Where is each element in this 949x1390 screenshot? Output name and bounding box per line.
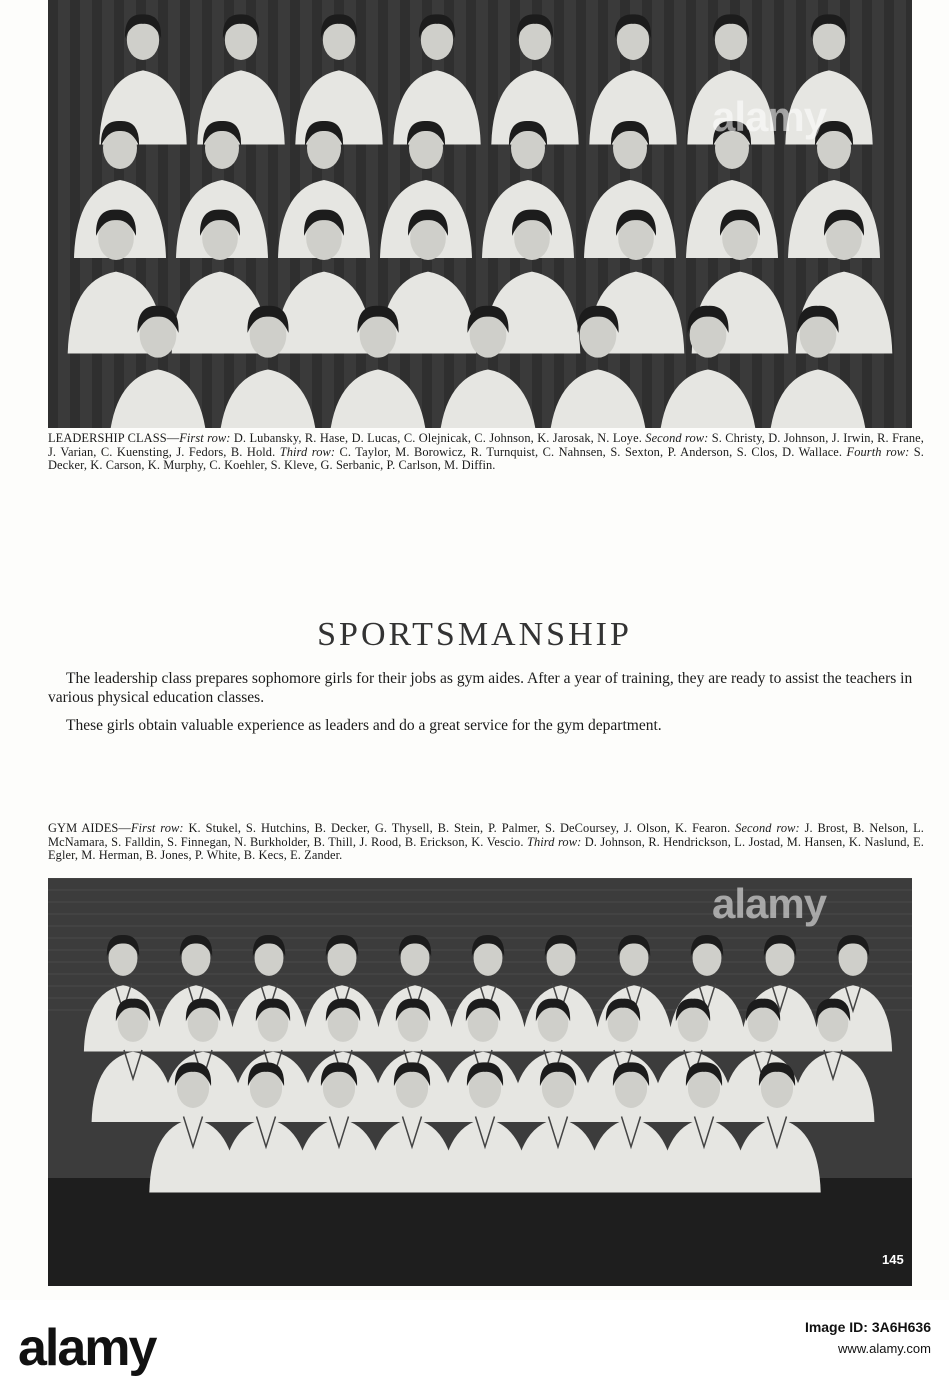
leadership-class-photo — [48, 0, 912, 428]
curtain-fold — [884, 0, 894, 428]
curtain-fold — [576, 0, 586, 428]
curtain-fold — [466, 0, 476, 428]
gym-aides-row1-names: K. Stukel, S. Hutchins, B. Decker, G. Thysell, B. Stein, P. Palmer, S. DeCoursey, J. Olson, K. Fearon. — [183, 821, 736, 835]
curtain-fold — [48, 0, 58, 428]
gym-aides-row3-label: Third row: — [526, 834, 582, 849]
gym-aides-row2-label: Second row: — [735, 821, 800, 835]
leadership-row3-label: Third row: — [279, 444, 336, 459]
page-title: SPORTSMANSHIP — [317, 616, 632, 653]
leadership-row4-label: Fourth row: — [846, 444, 910, 459]
watermark-bottom: alamy — [712, 880, 827, 927]
gym-aides-caption-lead: GYM AIDES— — [48, 821, 131, 835]
service-paragraph: These girls obtain valuable experience as leaders and do a great service for the gym department. — [66, 717, 662, 734]
gym-aides-row2-names: J. Brost, B. Nelson, L. McNamara, S. Falldin, S. Finnegan, N. Burkholder, B. Thill, J. Rood, B. Erickson, K. Vescio. — [48, 821, 924, 849]
watermark-top: alamy — [712, 93, 827, 140]
gym-aides-row3-names: D. Johnson, R. Hendrickson, L. Jostad, M. Hansen, K. Naslund, E. Egler, M. Herman, B. Jones, P. White, B. Kecs, E. Zander. — [48, 834, 925, 863]
intro-paragraph: The leadership class prepares sophomore girls for their jobs as gym aides. After a year of training, they are ready to assist the teachers in various physical education classes. — [48, 670, 913, 706]
alamy-logo: alamy — [18, 1319, 156, 1377]
page-number: 145 — [882, 1252, 904, 1267]
gym-aides-row1-label: First row: — [130, 821, 184, 835]
curtain-fold — [158, 0, 168, 428]
curtain-fold — [774, 0, 784, 428]
stock-footer-bar — [0, 1300, 949, 1390]
gym-floor — [48, 1178, 912, 1286]
leadership-row1-label: First row: — [179, 431, 231, 445]
leadership-row1-names: D. Lubansky, R. Hase, D. Lucas, C. Olejnicak, C. Johnson, K. Jarosak, N. Loye. — [230, 431, 646, 445]
leadership-row4-names: S. Decker, K. Carson, K. Murphy, C. Koehler, S. Kleve, G. Serbanic, P. Carlson, M. Diffin. — [48, 444, 924, 473]
gym-aides-caption — [48, 822, 924, 863]
leadership-row2-names: S. Christy, D. Johnson, J. Irwin, R. Frane, J. Varian, C. Kuensting, J. Fedors, B. Hold. — [48, 431, 924, 459]
curtain-fold — [378, 0, 388, 428]
leadership-row3-names: C. Taylor, M. Borowicz, R. Turnquist, C. Nahnsen, S. Sexton, P. Anderson, S. Clos, D. Wallace. — [335, 444, 847, 459]
leadership-row2-label: Second row: — [645, 431, 709, 445]
leadership-caption — [48, 432, 924, 473]
leadership-caption-lead: LEADERSHIP CLASS— — [48, 431, 180, 445]
site-url: www.alamy.com — [838, 1341, 931, 1356]
curtain-fold — [906, 0, 912, 428]
image-id: Image ID: 3A6H636 — [804, 1319, 931, 1335]
curtain-fold — [268, 0, 278, 428]
curtain-fold — [70, 0, 80, 428]
gym-aides-photo — [48, 878, 912, 1286]
leadership-class-photo-graphic — [48, 0, 912, 428]
gym-aides-photo-graphic — [48, 878, 912, 1286]
footer-info — [805, 1316, 931, 1360]
